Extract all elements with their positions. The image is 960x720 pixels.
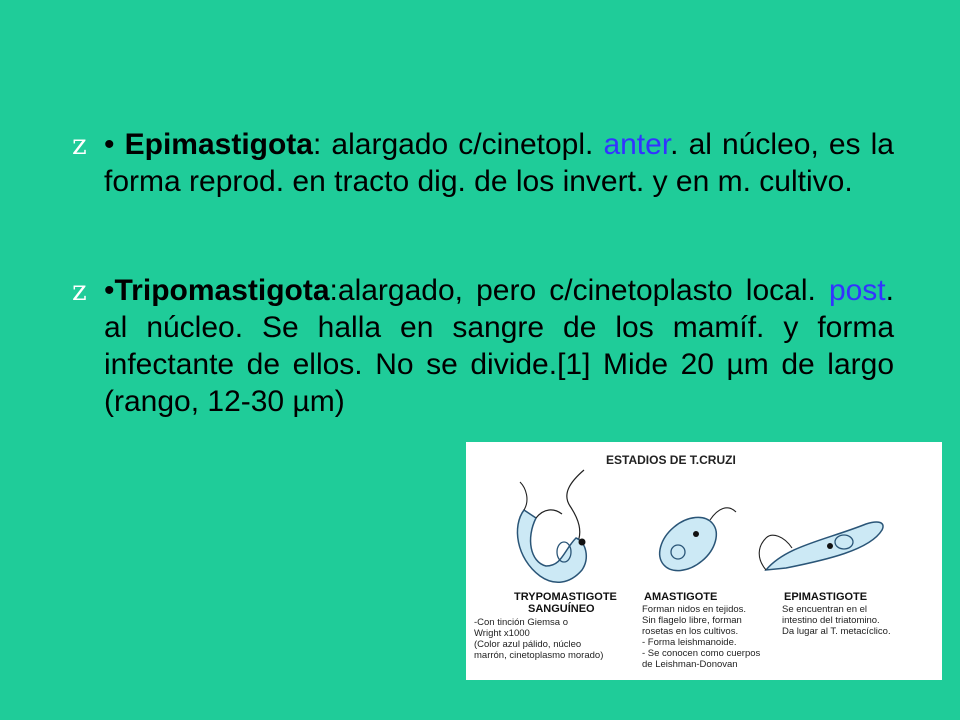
trypomastigote-desc-1: -Con tinción Giemsa o — [474, 617, 568, 628]
trypomastigote-label: TRYPOMASTIGOTE — [514, 591, 617, 603]
text-post: . al núcleo, es la forma reprod. en tracto dig. de los invert. y en m. cultivo. — [104, 128, 894, 198]
amastigote-desc-2: Sin flagelo libre, forman — [642, 615, 742, 626]
epimastigote-label: EPIMASTIGOTE — [784, 591, 868, 603]
amastigote-desc-4: - Forma leishmanoide. — [642, 637, 737, 648]
trypomastigote-drawing — [517, 470, 586, 582]
amastigote-desc-6: de Leishman-Donovan — [642, 659, 738, 670]
bullet-lead: • — [104, 128, 115, 161]
figure-title: ESTADIOS DE T.CRUZI — [606, 453, 736, 467]
stages-illustration — [466, 442, 942, 680]
bullet-marker-icon: z — [72, 274, 87, 307]
bullet-epimastigota — [72, 126, 894, 200]
text-pre: alargado, pero c/cinetoplasto local. — [337, 274, 829, 307]
trypomastigote-desc-3: (Color azul pálido, núcleo — [474, 639, 582, 650]
epimastigote-desc-2: intestino del triatomino. — [782, 615, 880, 626]
term-tripomastigota: Tripomastigota — [114, 274, 330, 307]
amastigote-desc-3: rosetas en los cultivos. — [642, 626, 739, 637]
amastigote-desc-5: - Se conocen como cuerpos — [642, 648, 761, 659]
amastigote-label: AMASTIGOTE — [644, 591, 718, 603]
trypomastigote-desc-4: marrón, cinetoplasmo morado) — [474, 650, 604, 661]
amastigote-drawing — [649, 507, 736, 582]
bullet-tripomastigota — [72, 272, 894, 420]
bullet-lead: • — [104, 274, 115, 307]
highlight-anter: anter — [603, 128, 671, 161]
bullet-marker-icon: z — [72, 128, 87, 161]
highlight-post: post — [828, 274, 886, 307]
term-epimastigota: Epimastigota — [124, 128, 313, 161]
amastigote-desc-1: Forman nidos en tejidos. — [642, 604, 747, 615]
term-separator: : — [329, 274, 338, 307]
epimastigote-desc-1: Se encuentran en el — [782, 604, 868, 615]
bullet-text — [104, 126, 894, 200]
text-post: . al núcleo. Se halla en sangre de los mamíf. y forma infectante de ellos. No se divide.[1] Mide 20 µm de largo (rango, 12-30 µm) — [104, 274, 894, 418]
trypomastigote-desc-2: Wright x1000 — [474, 628, 530, 639]
stages-figure — [466, 442, 942, 680]
text-pre: alargado c/cinetopl. — [321, 128, 594, 161]
epimastigote-drawing — [759, 522, 883, 570]
bullet-text — [104, 272, 894, 420]
epimastigote-desc-3: Da lugar al T. metacíclico. — [782, 626, 891, 637]
term-separator: : — [312, 128, 322, 161]
trypomastigote-sublabel: SANGUÍNEO — [528, 603, 595, 615]
